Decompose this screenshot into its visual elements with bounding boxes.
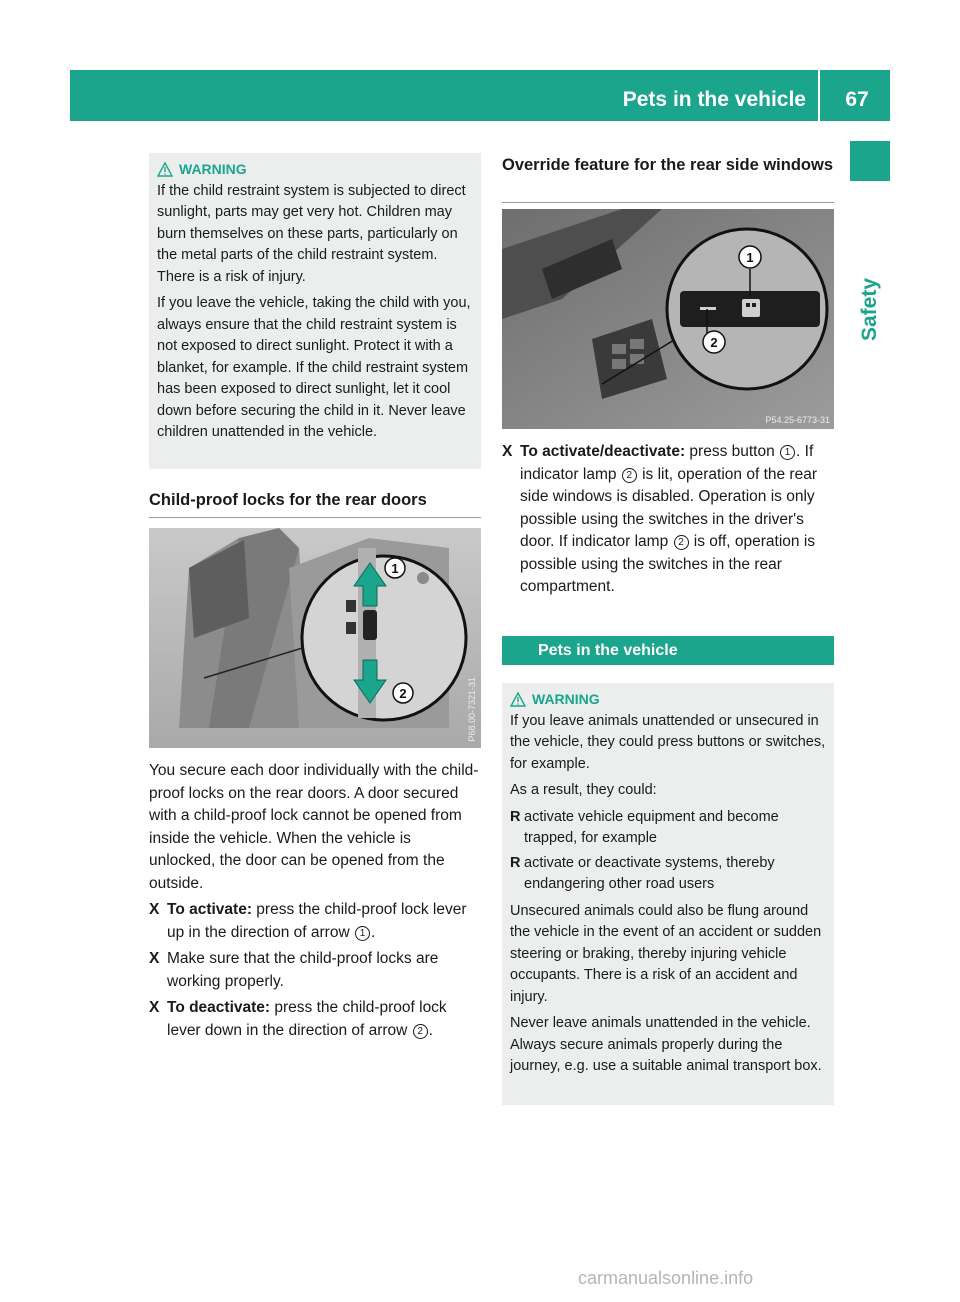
bullet-marker: R [510,854,521,871]
warning-label: WARNING [179,161,247,177]
step-marker: X [502,443,513,460]
step-text: press button [685,443,780,460]
section-band-pets: Pets in the vehicle [502,636,834,665]
step-text: is lit, operation of the rear side windows is disabled. Operation is only possible using the switches in the driver's door. If indicator lamp [520,465,818,550]
step-label: To activate: [167,901,252,918]
step-marker: X [149,999,160,1016]
step-marker: X [149,901,160,918]
step-text: Make sure that the child-proof locks are working properly. [167,950,439,990]
figure-child-proof-lock [149,528,481,748]
step-activate-deactivate [502,441,834,599]
figure-callout-1: 1 [391,561,399,576]
warning-list [510,807,828,896]
warning-box-pets [502,683,834,1105]
window-switch-illustration [502,209,834,429]
page-number: 67 [845,88,869,111]
step-activate [149,899,481,944]
figure-callout-2: 2 [710,335,718,350]
warning-paragraph: If the child restraint system is subjected to direct sunlight, parts may get very hot. Children may burn themselves on these parts, particularly on the metal parts of the child restraint system. There is a risk of injury. [157,182,466,285]
watermark: carmanualsonline.info [578,1268,754,1288]
step-text: press the child-proof lock lever down in the direction of arrow [167,999,447,1039]
warning-paragraph: As a result, they could: [510,782,657,798]
figure-callout-2: 2 [399,686,407,701]
step-text: . [370,923,376,941]
warning-box-child-restraint [149,153,481,469]
warning-paragraph: Unsecured animals could also be flung around the vehicle in the event of an accident or sudden steering or braking, thereby injuring vehicle occupants. There is a risk of an accident and injury. [510,902,822,1005]
warning-paragraph: If you leave animals unattended or unsecured in the vehicle, they could press buttons or switches, for example. [510,712,826,772]
warning-triangle-icon [510,692,526,707]
step-text: is off, operation is possible using the switches in the rear compartment. [520,533,816,595]
step-text: . [428,1021,433,1039]
figure-code: P68.00-7321-31 [467,677,477,742]
step-text: press the child-proof lock lever up in the direction of arrow [167,901,467,941]
callout-ref: 1 [355,926,370,941]
warning-triangle-icon [157,162,173,177]
step-text: . If indicator lamp [520,443,814,483]
list-item [510,853,828,896]
step-label: To activate/deactivate: [520,443,686,460]
list-item-text: activate or deactivate systems, thereby endangering other road users [524,854,775,892]
callout-ref: 2 [674,535,689,550]
side-tab-marker [850,141,890,181]
step-deactivate [149,997,481,1042]
warning-heading [510,689,828,711]
list-item-text: activate vehicle equipment and become trapped, for example [524,808,779,846]
figure-window-override [502,209,834,429]
override-instructions [502,441,834,603]
callout-ref: 1 [780,445,795,460]
callout-ref: 2 [413,1024,428,1039]
figure-code: P54.25-6773-31 [765,415,830,425]
header-title: Pets in the vehicle [623,70,820,121]
warning-paragraph: If you leave the vehicle, taking the child with you, always ensure that the child restraint system is not exposed to direct sunlight. Protect it with a blanket, for example. If the child restraint system has been exposed to direct sunlight, let it cool down before securing the child in it. Never leave children unattended in the vehicle. [157,295,471,440]
callout-ref: 2 [622,468,637,483]
side-tab-label: Safety [858,277,881,341]
child-lock-illustration [149,528,481,748]
section-heading-override: Override feature for the rear side windows [502,155,834,203]
step-label: To deactivate: [167,999,271,1016]
figure-callout-1: 1 [746,250,754,265]
side-tab [850,141,890,343]
page-header [70,70,890,121]
warning-heading [157,159,475,181]
warning-label: WARNING [532,691,600,707]
warning-paragraph: Never leave animals unattended in the vehicle. Always secure animals properly during the journey, e.g. use a suitable animal transport box. [510,1015,822,1074]
step-marker: X [149,950,160,967]
child-lock-instructions [149,760,481,1046]
bullet-marker: R [510,808,521,825]
step-check [149,948,481,993]
intro-paragraph: You secure each door individually with the child-proof locks on the rear doors. A door secured with a child-proof lock cannot be opened from inside the vehicle. When the vehicle is unlocked, the door can be opened from the outside. [149,762,479,892]
section-heading-child-proof-locks: Child-proof locks for the rear doors [149,490,481,518]
list-item [510,807,828,850]
